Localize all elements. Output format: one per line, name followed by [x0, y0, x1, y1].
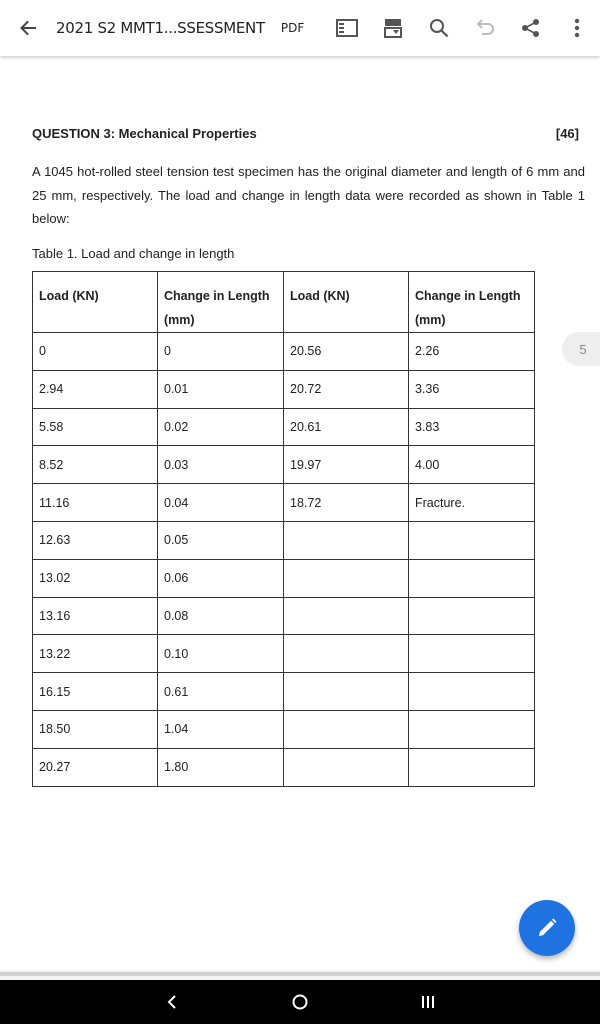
table-cell: [409, 748, 535, 786]
search-button[interactable]: [416, 0, 462, 56]
table-cell: 0.01: [158, 370, 284, 408]
table-cell: 8.52: [33, 446, 158, 484]
table-cell: 0.03: [158, 446, 284, 484]
header-load-2: Load (KN): [284, 272, 409, 333]
table-cell: 20.61: [284, 408, 409, 446]
table-row: [33, 673, 535, 711]
table-row: [33, 559, 535, 597]
back-button[interactable]: [0, 0, 56, 56]
table-caption: Table 1. Load and change in length: [32, 246, 235, 261]
nav-back-button[interactable]: [142, 980, 202, 1024]
edit-fab-button[interactable]: [519, 900, 575, 956]
reading-mode-icon: [336, 19, 358, 37]
table-row: [33, 370, 535, 408]
table-cell: [284, 559, 409, 597]
table-cell: 20.27: [33, 748, 158, 786]
organize-pages-button[interactable]: [370, 0, 416, 56]
system-navigation-bar: [0, 980, 600, 1024]
document-title: 2021 S2 MMT1...SSESSMENT: [56, 19, 265, 37]
table-cell: 11.16: [33, 484, 158, 522]
table-cell: 13.22: [33, 635, 158, 673]
reading-mode-button[interactable]: [324, 0, 370, 56]
table-row: [33, 333, 535, 371]
table-cell: [409, 559, 535, 597]
question-title: QUESTION 3: Mechanical Properties: [32, 126, 257, 141]
table-row: [33, 597, 535, 635]
header-load-1: Load (KN): [33, 272, 158, 333]
table-cell: 20.56: [284, 333, 409, 371]
question-paragraph: A 1045 hot-rolled steel tension test specimen has the original diameter and length of 6 mm and 25 mm, respectively. The load and change in length data were recorded as shown in Table 1 below:: [32, 164, 585, 226]
table-cell: 2.26: [409, 333, 535, 371]
table-cell: 0: [158, 333, 284, 371]
app-bar: [0, 0, 600, 56]
page-number-indicator[interactable]: 5: [562, 332, 600, 366]
table-cell: 3.36: [409, 370, 535, 408]
table-cell: 0.08: [158, 597, 284, 635]
table-cell: 2.94: [33, 370, 158, 408]
table-row: [33, 635, 535, 673]
table-cell: 12.63: [33, 521, 158, 559]
table-cell: 18.50: [33, 710, 158, 748]
table-cell: Fracture.: [409, 484, 535, 522]
table-header-row: [33, 272, 535, 333]
organize-pages-icon: [384, 18, 402, 38]
table-cell: 1.04: [158, 710, 284, 748]
table-cell: [284, 673, 409, 711]
table-row: [33, 748, 535, 786]
document-page: [0, 58, 600, 970]
header-change-2: Change in Length (mm): [409, 272, 535, 333]
table-cell: [409, 710, 535, 748]
more-vert-icon: [574, 18, 580, 38]
table-row: [33, 408, 535, 446]
load-change-table: [32, 271, 535, 787]
arrow-left-icon: [18, 18, 38, 38]
document-type-label: PDF: [280, 21, 305, 35]
table-cell: 18.72: [284, 484, 409, 522]
table-cell: 0.06: [158, 559, 284, 597]
nav-recents-button[interactable]: [398, 980, 458, 1024]
table-cell: [409, 521, 535, 559]
table-row: [33, 446, 535, 484]
undo-button[interactable]: [462, 0, 508, 56]
table-row: [33, 710, 535, 748]
table-cell: 0.02: [158, 408, 284, 446]
share-icon: [521, 18, 541, 38]
table-cell: 3.83: [409, 408, 535, 446]
table-cell: 0.05: [158, 521, 284, 559]
table-cell: 0.10: [158, 635, 284, 673]
table-cell: 1.80: [158, 748, 284, 786]
table-cell: 19.97: [284, 446, 409, 484]
share-button[interactable]: [508, 0, 554, 56]
table-cell: 20.72: [284, 370, 409, 408]
table-cell: [409, 673, 535, 711]
table-cell: 16.15: [33, 673, 158, 711]
scrollbar-thumb[interactable]: [0, 972, 600, 976]
nav-home-button[interactable]: [270, 980, 330, 1024]
table-cell: [409, 597, 535, 635]
table-cell: [409, 635, 535, 673]
table-cell: 5.58: [33, 408, 158, 446]
undo-icon: [474, 18, 496, 38]
header-change-1: Change in Length (mm): [158, 272, 284, 333]
edit-pencil-icon: [536, 917, 558, 939]
table-cell: [284, 597, 409, 635]
table-cell: [284, 635, 409, 673]
nav-home-icon: [291, 993, 309, 1011]
horizontal-scrollbar[interactable]: [0, 970, 600, 980]
question-heading-row: [32, 126, 579, 141]
toolbar-actions: [324, 0, 600, 56]
table-cell: 0.04: [158, 484, 284, 522]
question-marks: [46]: [555, 126, 579, 141]
search-icon: [429, 18, 449, 38]
table-cell: 4.00: [409, 446, 535, 484]
table-cell: 0.61: [158, 673, 284, 711]
table-cell: 0: [33, 333, 158, 371]
table-row: [33, 521, 535, 559]
more-options-button[interactable]: [554, 0, 600, 56]
table-cell: [284, 748, 409, 786]
table-cell: [284, 521, 409, 559]
table-cell: [284, 710, 409, 748]
nav-recents-icon: [420, 994, 436, 1010]
table-row: [33, 484, 535, 522]
nav-back-icon: [166, 994, 178, 1010]
table-cell: 13.02: [33, 559, 158, 597]
table-cell: 13.16: [33, 597, 158, 635]
